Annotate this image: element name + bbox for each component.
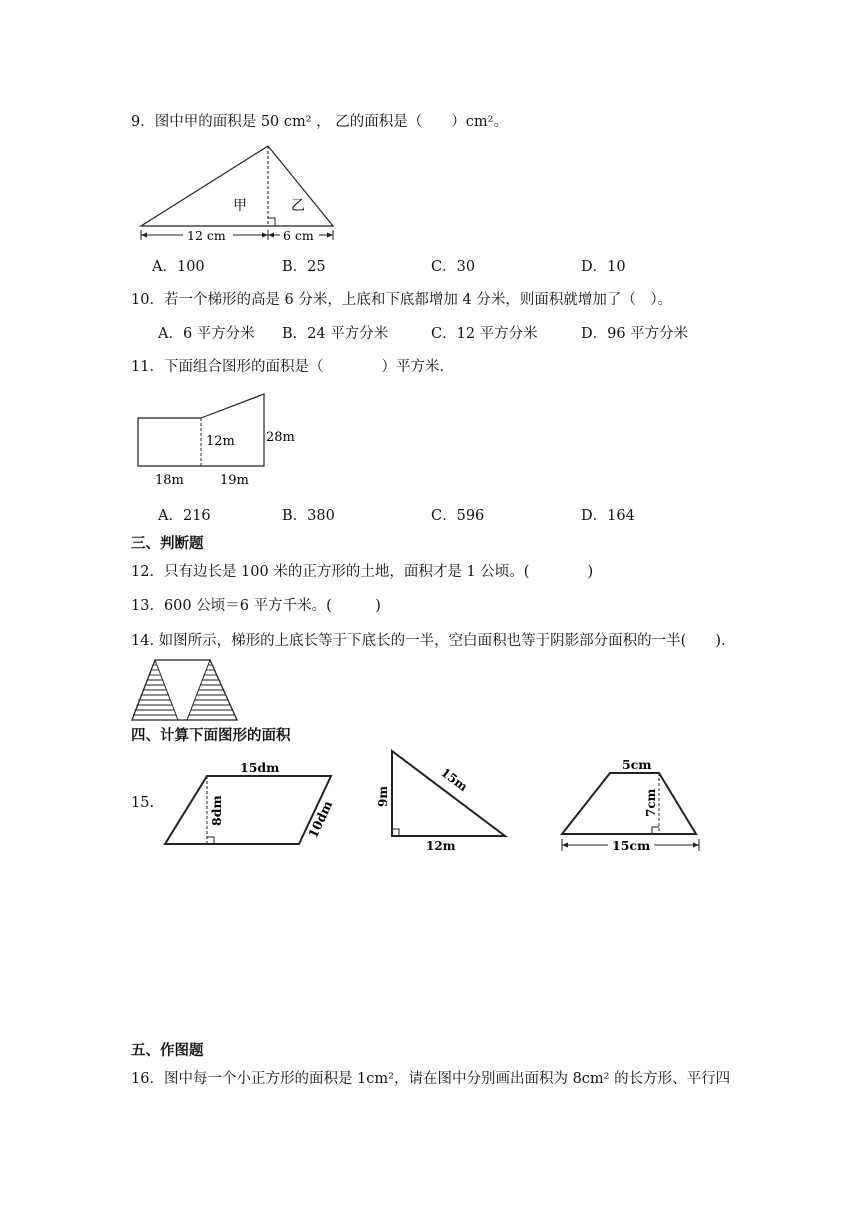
q9-label-12cm: 12 cm — [187, 228, 226, 243]
q12-stem: 12．只有边长是 100 米的正方形的土地，面积才是 1 公顷。( ) — [131, 564, 594, 580]
q15-right-triangle-figure — [372, 745, 512, 855]
q15-tri-label-hyp: 15m — [438, 765, 471, 795]
q10-option-a[interactable]: A．6 平方分米 — [158, 326, 255, 342]
q9-option-d[interactable]: D．10 — [581, 259, 626, 275]
section-3-heading: 三、判断题 — [131, 535, 204, 552]
q15-number: 15. — [131, 795, 155, 811]
q11-composite-figure — [130, 388, 300, 488]
q15-trap-label-height: 7cm — [644, 788, 658, 817]
q9-label-jia: 甲 — [233, 198, 247, 214]
q10-option-d[interactable]: D．96 平方分米 — [581, 326, 689, 342]
q9-option-c[interactable]: C．30 — [431, 259, 476, 275]
q15-para-label-side: 10dm — [305, 798, 336, 841]
q15-para-label-top: 15dm — [240, 760, 280, 775]
q15-parallelogram-figure — [160, 758, 340, 853]
q9-option-b[interactable]: B．25 — [282, 259, 326, 275]
q11-label-18m: 18m — [155, 473, 184, 488]
q11-label-12m: 12m — [206, 434, 235, 449]
q15-trap-label-top: 5cm — [622, 757, 652, 772]
q11-option-b[interactable]: B．380 — [282, 508, 335, 524]
q14-trapezoid-figure — [130, 657, 242, 723]
q10-option-c[interactable]: C．12 平方分米 — [431, 326, 538, 342]
q11-option-a[interactable]: A．216 — [158, 508, 211, 524]
q11-label-19m: 19m — [220, 473, 249, 488]
q9-triangle-figure — [135, 140, 340, 245]
q9-label-yi: 乙 — [291, 198, 305, 214]
q14-stem: 14. 如图所示，梯形的上底长等于下底长的一半，空白面积也等于阴影部分面积的一半( ). — [131, 633, 726, 649]
q11-label-28m: 28m — [266, 430, 295, 445]
q15-tri-label-base: 12m — [426, 839, 456, 853]
q9-option-a[interactable]: A．100 — [152, 259, 205, 275]
q11-stem: 11．下面组合图形的面积是（ ）平方米． — [131, 359, 454, 375]
q13-stem: 13．600 公顷＝6 平方千米。( ) — [131, 598, 381, 614]
q10-stem: 10．若一个梯形的高是 6 分米，上底和下底都增加 4 分米，则面积就增加了（ ）。 — [131, 292, 673, 308]
q15-tri-label-height: 9m — [376, 785, 390, 807]
section-5-heading: 五、作图题 — [131, 1042, 204, 1059]
q15-trapezoid-figure — [558, 755, 708, 855]
q15-trap-label-bottom: 15cm — [612, 838, 651, 853]
section-4-heading: 四、计算下面图形的面积 — [131, 727, 291, 744]
q11-option-c[interactable]: C．596 — [431, 508, 485, 524]
q15-para-label-height: 8dm — [209, 795, 224, 826]
q16-stem: 16．图中每一个小正方形的面积是 1cm²，请在图中分别画出面积为 8cm² 的长方形、平行四 — [131, 1071, 731, 1087]
q9-stem: 9．图中甲的面积是 50 cm² ， 乙的面积是（ ）cm²。 — [131, 114, 508, 130]
q9-label-6cm: 6 cm — [283, 228, 314, 243]
q10-option-b[interactable]: B．24 平方分米 — [282, 326, 389, 342]
q11-option-d[interactable]: D．164 — [581, 508, 635, 524]
